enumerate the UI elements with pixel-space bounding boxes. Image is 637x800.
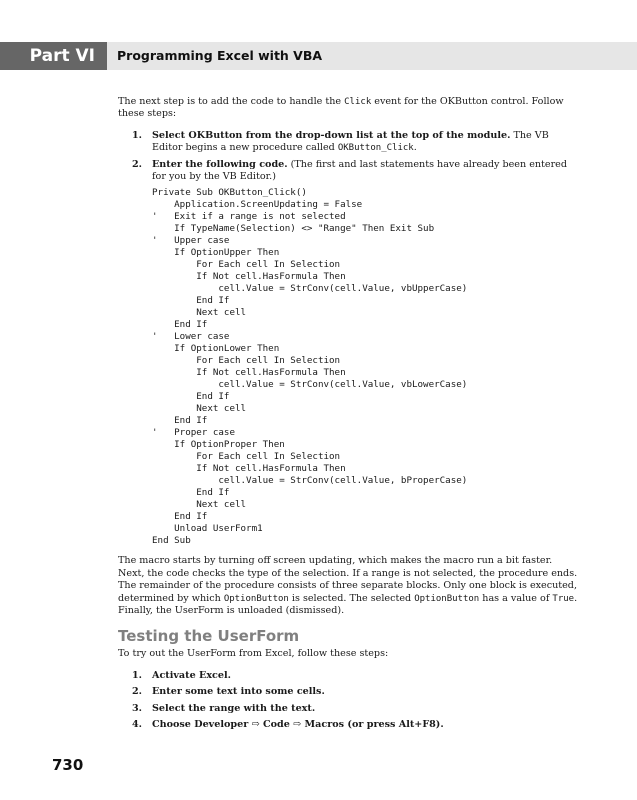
- step-instruction: Select OKButton from the drop-down list at the top of the module.: [152, 129, 511, 141]
- inline-code: OptionButton: [414, 593, 480, 604]
- step-number: 1.: [132, 669, 143, 681]
- list-item: [118, 703, 578, 715]
- list-item: [118, 670, 578, 682]
- inline-code: True: [552, 593, 575, 604]
- inline-code: OptionButton: [223, 593, 289, 604]
- chapter-title: Programming Excel with VBA: [117, 48, 323, 63]
- code-listing: Private Sub OKButton_Click() Application.ScreenUpdating = False ' Exit if a range is not selected If TypeName(Selection) <> "Range" Then Exit Sub ' Upper case If OptionUpper Then For Each cell In Selection If Not cell.HasFormula Then cell.Value = StrConv(cell.Value, vbUpperCase) End If Next cell End If ' Lower case If OptionLower Then For Each cell In Selection If Not cell.HasFormula Then cell.Value = StrConv(cell.Value, vbLowerCase) End If Next cell End If ' Proper case If OptionProper Then For Each cell In Selection If Not cell.HasFormula Then cell.Value = StrConv(cell.Value, bProperCase) End If Next cell End If Unload UserForm1 End Sub: [152, 187, 468, 547]
- testing-steps-list: [118, 670, 578, 732]
- part-label: Part VI: [0, 42, 107, 70]
- page-content: [118, 96, 578, 736]
- list-item: 2. Enter the following code. (The first and last statements have already been entered for you by the VB Editor.): [132, 158, 567, 183]
- intro-paragraph: The next step is to add the code to handle the Click event for the OKButton control. Follow these steps:: [118, 96, 564, 120]
- step-instruction: Activate Excel.: [152, 669, 231, 681]
- steps-list: [118, 130, 578, 184]
- step-number: 2.: [132, 158, 143, 170]
- list-item: [118, 719, 578, 731]
- inline-code: Click: [344, 97, 372, 107]
- step-instruction: Choose Developer ⇨ Code ⇨ Macros (or press Alt+F8).: [152, 719, 444, 731]
- section-heading: Testing the UserForm: [118, 627, 300, 646]
- step-instruction: Select the range with the text.: [152, 702, 316, 714]
- list-item: [118, 686, 578, 698]
- explanation-paragraph: The macro starts by turning off screen updating, which makes the macro run a bit faster. Next, the code checks the type of the selection. If a range is not selected, the procedure ends. The remainder of the procedure consists of three separate blocks. Only one block is executed, determined by which OptionButton is selected. The selected OptionButton has a value of True. Finally, the UserForm is unloaded (dismissed).: [118, 555, 578, 617]
- inline-code: OKButton_Click: [337, 143, 414, 154]
- step-number: 3.: [132, 702, 143, 714]
- step-number: 4.: [132, 719, 143, 731]
- step-number: 2.: [132, 686, 143, 698]
- section-intro: To try out the UserForm from Excel, follow these steps:: [118, 648, 389, 660]
- list-item: 1. Select OKButton from the drop-down list at the top of the module. The VB Editor begins a new procedure called OKButton_Click.: [132, 129, 549, 154]
- step-instruction: Enter some text into some cells.: [152, 686, 325, 698]
- running-header: [0, 42, 637, 70]
- page-number: 730: [52, 756, 84, 774]
- step-number: 1.: [132, 129, 143, 141]
- step-instruction: Enter the following code.: [152, 158, 288, 170]
